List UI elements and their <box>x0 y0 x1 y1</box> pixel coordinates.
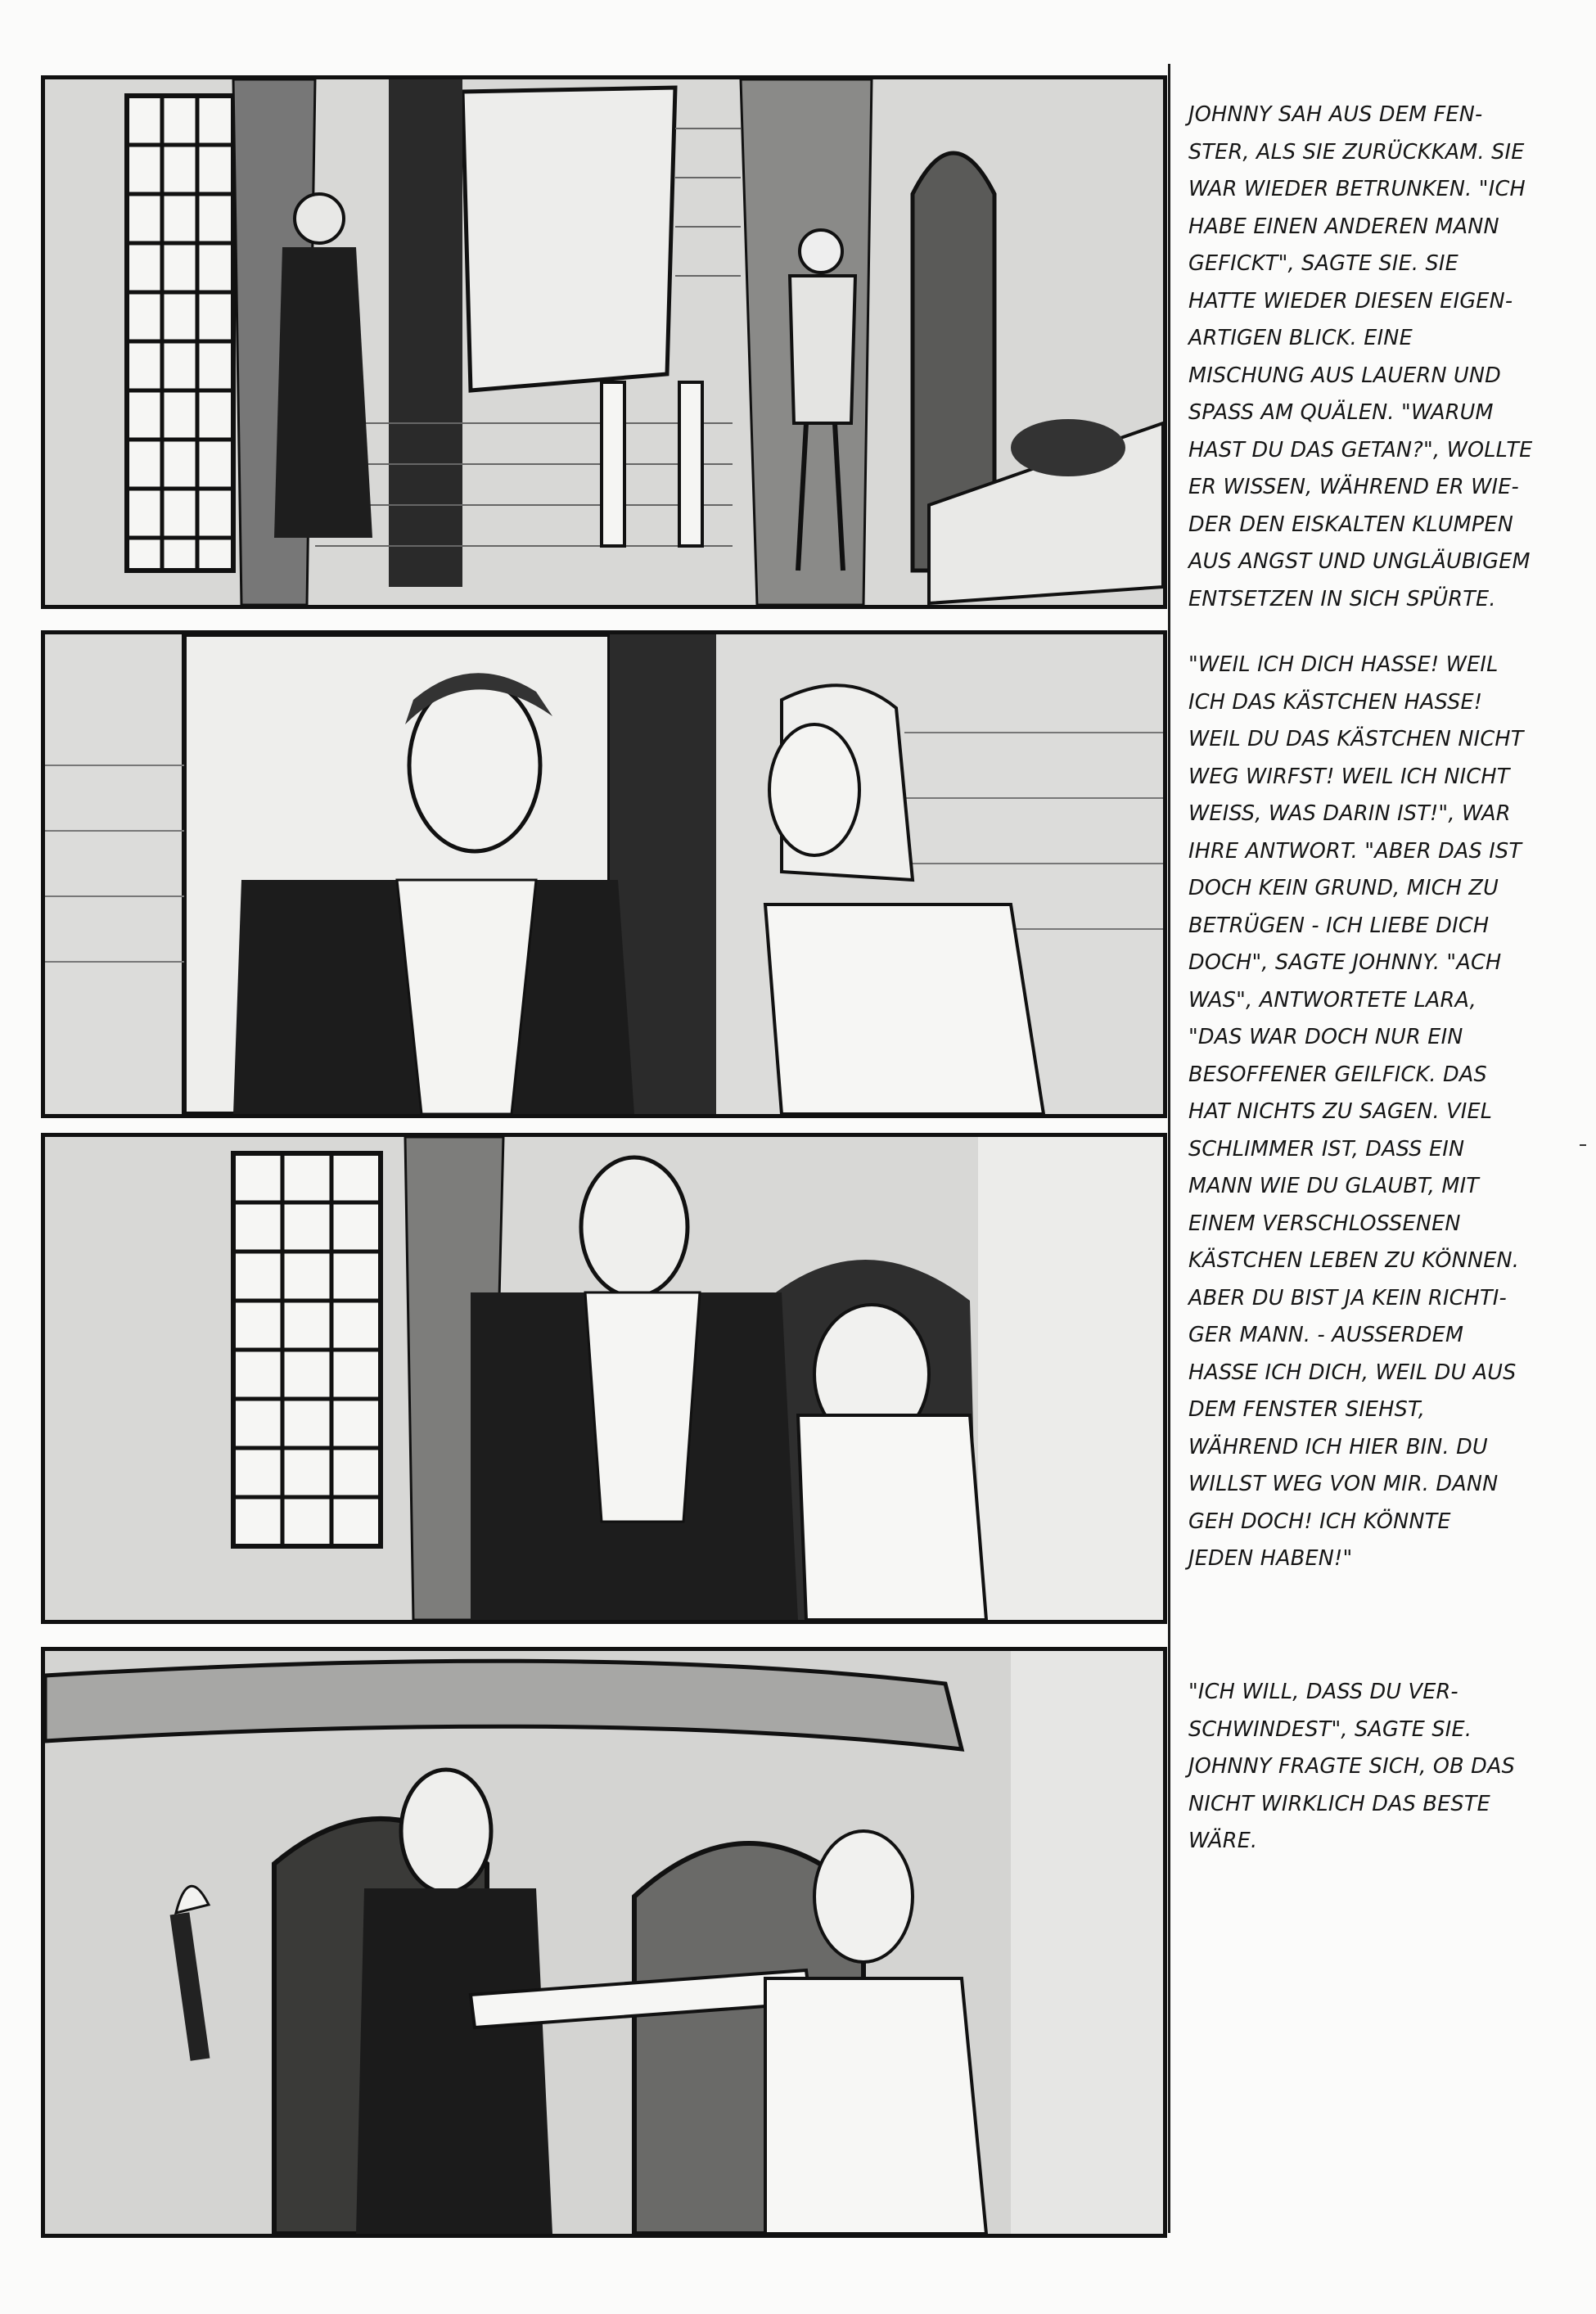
caption-line: DOCH KEIN GRUND, MICH ZU <box>1188 876 1499 900</box>
caption-line: "ICH WILL, DASS DU VER- <box>1188 1680 1458 1704</box>
caption-1 <box>1188 97 1553 618</box>
caption-line: AUS ANGST UND UNGLÄUBIGEM <box>1188 549 1531 574</box>
caption-line: "WEIL ICH DICH HASSE! WEIL <box>1188 652 1499 677</box>
caption-line: DOCH", SAGTE JOHNNY. "ACH <box>1188 950 1502 975</box>
caption-line: HATTE WIEDER DIESEN EIGEN- <box>1188 288 1513 313</box>
panel-2-confrontation <box>41 630 1167 1118</box>
caption-line: WAR WIEDER BETRUNKEN. "ICH <box>1188 177 1526 201</box>
caption-line: DER DEN EISKALTEN KLUMPEN <box>1188 512 1513 537</box>
panel-4-illustration <box>45 1651 1163 2234</box>
caption-line: IHRE ANTWORT. "ABER DAS IST <box>1188 838 1522 864</box>
caption-line: SPASS AM QUÄLEN. "WARUM <box>1188 400 1494 425</box>
caption-line: ER WISSEN, WÄHREND ER WIE- <box>1188 475 1519 499</box>
panel-1-illustration <box>45 79 1163 605</box>
caption-line: WAS", ANTWORTETE LARA, <box>1188 987 1477 1013</box>
caption-line: ARTIGEN BLICK. EINE <box>1188 326 1413 350</box>
caption-line: EINEM VERSCHLOSSENEN <box>1188 1211 1461 1236</box>
panel-3-woman-crying <box>41 1133 1167 1624</box>
caption-line: HABE EINEN ANDEREN MANN <box>1188 214 1499 239</box>
caption-line: DEM FENSTER SIEHST, <box>1188 1397 1426 1422</box>
caption-line: SCHWINDEST", SAGTE SIE. <box>1188 1716 1472 1742</box>
panel-1-window-scene <box>41 75 1167 609</box>
caption-2 <box>1188 647 1553 1578</box>
caption-line: "DAS WAR DOCH NUR EIN <box>1188 1025 1463 1049</box>
gutter-divider <box>1168 64 1170 2233</box>
caption-line: GEH DOCH! ICH KÖNNTE <box>1188 1509 1451 1534</box>
caption-line: NICHT WIRKLICH DAS BESTE <box>1188 1791 1490 1816</box>
caption-line: HASSE ICH DICH, WEIL DU AUS <box>1188 1360 1517 1385</box>
caption-3 <box>1188 1674 1553 1861</box>
caption-line: ENTSETZEN IN SICH SPÜRTE. <box>1188 586 1496 611</box>
caption-line: WEISS, WAS DARIN IST!", WAR <box>1188 801 1511 826</box>
caption-line: WÄRE. <box>1188 1829 1258 1853</box>
caption-line: BESOFFENER GEILFICK. DAS <box>1188 1062 1487 1087</box>
caption-line: KÄSTCHEN LEBEN ZU KÖNNEN. <box>1188 1248 1520 1273</box>
panel-4-pointing-out <box>41 1647 1167 2238</box>
margin-mark <box>1580 1144 1586 1146</box>
caption-line: HAT NICHTS ZU SAGEN. VIEL <box>1188 1099 1493 1124</box>
panel-2-illustration <box>45 634 1163 1114</box>
caption-line: SCHLIMMER IST, DASS EIN <box>1188 1136 1465 1162</box>
caption-line: WILLST WEG VON MIR. DANN <box>1188 1472 1499 1496</box>
caption-line: ICH DAS KÄSTCHEN HASSE! <box>1188 689 1483 715</box>
caption-line: BETRÜGEN - ICH LIEBE DICH <box>1188 913 1490 938</box>
panel-3-illustration <box>45 1137 1163 1620</box>
caption-line: GER MANN. - AUSSERDEM <box>1188 1323 1464 1347</box>
caption-line: MISCHUNG AUS LAUERN UND <box>1188 363 1501 388</box>
caption-line: WÄHREND ICH HIER BIN. DU <box>1188 1434 1488 1459</box>
caption-line: MANN WIE DU GLAUBT, MIT <box>1188 1174 1480 1198</box>
caption-line: HAST DU DAS GETAN?", WOLLTE <box>1188 437 1533 462</box>
caption-line: JEDEN HABEN!" <box>1188 1546 1353 1571</box>
caption-line: ABER DU BIST JA KEIN RICHTI- <box>1188 1285 1507 1310</box>
caption-line: JOHNNY SAH AUS DEM FEN- <box>1188 102 1483 127</box>
caption-line: STER, ALS SIE ZURÜCKKAM. SIE <box>1188 139 1525 165</box>
caption-line: WEG WIRFST! WEIL ICH NICHT <box>1188 764 1510 789</box>
caption-line: WEIL DU DAS KÄSTCHEN NICHT <box>1188 727 1524 751</box>
caption-line: JOHNNY FRAGTE SICH, OB DAS <box>1188 1754 1516 1779</box>
caption-line: GEFICKT", SAGTE SIE. SIE <box>1188 251 1458 276</box>
